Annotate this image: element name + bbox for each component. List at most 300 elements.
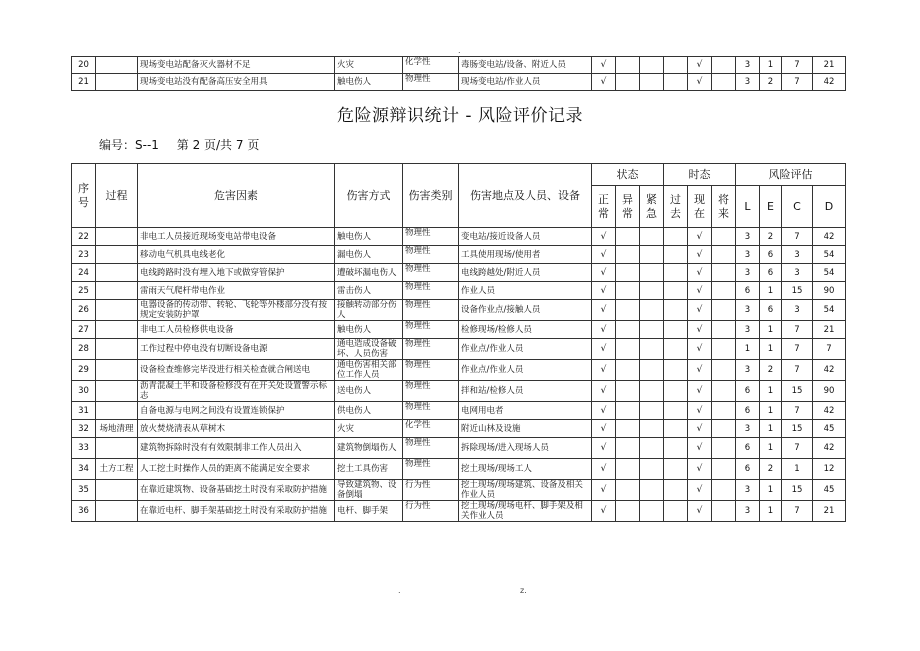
cell-risk-c: 7 xyxy=(782,321,813,339)
cell-status-1 xyxy=(616,480,640,501)
cell-risk-e: 1 xyxy=(760,501,782,522)
cell-risk-l: 6 xyxy=(736,282,760,300)
header-risk: 风险评估 xyxy=(736,164,846,186)
cell-risk-d: 42 xyxy=(813,438,846,459)
cell-location: 设备作业点/接触人员 xyxy=(459,300,592,321)
cell-location: 附近山林及设施 xyxy=(459,420,592,438)
cell-status-1 xyxy=(616,402,640,420)
cell-process xyxy=(96,402,138,420)
table-row xyxy=(72,402,846,420)
cell-status-0: √ xyxy=(592,228,616,246)
table-row xyxy=(72,300,846,321)
cell-tense-2 xyxy=(712,246,736,264)
cell-risk-d: 54 xyxy=(813,264,846,282)
continued-table xyxy=(71,56,846,91)
cell-tense-1: √ xyxy=(688,74,712,91)
cell-location: 拆除现场/进入现场人员 xyxy=(459,438,592,459)
cell-mode: 送电伤人 xyxy=(335,381,403,402)
cell-risk-d: 45 xyxy=(813,420,846,438)
cell-risk-l: 3 xyxy=(736,480,760,501)
cell-risk-c: 3 xyxy=(782,264,813,282)
cell-seq: 28 xyxy=(72,339,96,360)
cell-status-2 xyxy=(640,339,664,360)
cell-tense-0 xyxy=(664,459,688,480)
cell-status-1 xyxy=(616,438,640,459)
cell-risk-e: 2 xyxy=(760,459,782,480)
cell-risk-d: 7 xyxy=(813,339,846,360)
cell-location: 电线跨越处/附近人员 xyxy=(459,264,592,282)
cell-tense-0 xyxy=(664,339,688,360)
cell-category: 物理性 xyxy=(403,402,459,420)
cell-risk-e: 1 xyxy=(760,282,782,300)
cell-risk-l: 6 xyxy=(736,381,760,402)
header-tense-past: 过去 xyxy=(664,186,688,228)
cell-risk-l: 6 xyxy=(736,402,760,420)
cell-status-1 xyxy=(616,57,640,74)
cell-risk-d: 42 xyxy=(813,402,846,420)
cell-hazard: 电线跨路时没有埋入地下或做穿管保护 xyxy=(138,264,335,282)
cell-risk-l: 3 xyxy=(736,360,760,381)
cell-mode: 漏电伤人 xyxy=(335,246,403,264)
header-category: 伤害类别 xyxy=(403,164,459,228)
cell-process xyxy=(96,360,138,381)
cell-status-0: √ xyxy=(592,420,616,438)
cell-tense-2 xyxy=(712,339,736,360)
cell-hazard: 电器设备的传动带、转轮、飞轮等外楼部分没有按规定安装防护罩 xyxy=(138,300,335,321)
cell-risk-e: 1 xyxy=(760,438,782,459)
cell-tense-1: √ xyxy=(688,501,712,522)
cell-status-2 xyxy=(640,321,664,339)
cell-process xyxy=(96,501,138,522)
cell-risk-e: 1 xyxy=(760,480,782,501)
cell-category: 物理性 xyxy=(403,282,459,300)
cell-status-0: √ xyxy=(592,282,616,300)
cell-process xyxy=(96,321,138,339)
table-row xyxy=(72,438,846,459)
cell-category: 物理性 xyxy=(403,381,459,402)
cell-process: 场地清理 xyxy=(96,420,138,438)
cell-risk-e: 1 xyxy=(760,402,782,420)
cell-seq: 30 xyxy=(72,381,96,402)
table-row xyxy=(72,282,846,300)
cell-tense-1: √ xyxy=(688,321,712,339)
cell-process xyxy=(96,438,138,459)
cell-status-1 xyxy=(616,74,640,91)
cell-tense-1: √ xyxy=(688,381,712,402)
cell-status-1 xyxy=(616,264,640,282)
cell-mode: 电杆、脚手架 xyxy=(335,501,403,522)
cell-status-2 xyxy=(640,420,664,438)
cell-status-2 xyxy=(640,402,664,420)
cell-status-0: √ xyxy=(592,438,616,459)
cell-risk-c: 7 xyxy=(782,402,813,420)
cell-tense-0 xyxy=(664,57,688,74)
header-risk-c: C xyxy=(782,186,813,228)
cell-process xyxy=(96,228,138,246)
cell-process xyxy=(96,381,138,402)
cell-tense-0 xyxy=(664,381,688,402)
header-mode: 伤害方式 xyxy=(335,164,403,228)
cell-seq: 24 xyxy=(72,264,96,282)
cell-location: 挖土现场/现场电杆、脚手架及相关作业人员 xyxy=(459,501,592,522)
cell-risk-e: 2 xyxy=(760,360,782,381)
cell-tense-1: √ xyxy=(688,402,712,420)
cell-tense-0 xyxy=(664,501,688,522)
cell-seq: 25 xyxy=(72,282,96,300)
cell-status-0: √ xyxy=(592,339,616,360)
table-row xyxy=(72,501,846,522)
cell-tense-2 xyxy=(712,300,736,321)
cell-risk-c: 15 xyxy=(782,420,813,438)
cell-tense-1: √ xyxy=(688,480,712,501)
cell-status-0: √ xyxy=(592,402,616,420)
cell-tense-2 xyxy=(712,501,736,522)
header-tense: 时态 xyxy=(664,164,736,186)
table-row xyxy=(72,459,846,480)
cell-tense-2 xyxy=(712,459,736,480)
cell-hazard: 放火焚烧清表从草树木 xyxy=(138,420,335,438)
cell-location: 作业人员 xyxy=(459,282,592,300)
cell-location: 检修现场/检修人员 xyxy=(459,321,592,339)
cell-seq: 21 xyxy=(72,74,96,91)
cell-risk-c: 7 xyxy=(782,228,813,246)
cell-risk-c: 3 xyxy=(782,300,813,321)
cell-status-2 xyxy=(640,360,664,381)
cell-risk-d: 90 xyxy=(813,381,846,402)
header-location: 伤害地点及人员、设备 xyxy=(459,164,592,228)
cell-risk-l: 3 xyxy=(736,57,760,74)
cell-status-2 xyxy=(640,57,664,74)
cell-hazard: 在靠近建筑物、设备基础挖土时没有采取防护措施 xyxy=(138,480,335,501)
cell-risk-d: 42 xyxy=(813,228,846,246)
cell-mode: 通电造成设备破坏、人员伤害 xyxy=(335,339,403,360)
cell-category: 行为性 xyxy=(403,480,459,501)
cell-process: 土方工程 xyxy=(96,459,138,480)
cell-status-2 xyxy=(640,501,664,522)
cell-risk-d: 42 xyxy=(813,74,846,91)
cell-tense-0 xyxy=(664,321,688,339)
cell-seq: 29 xyxy=(72,360,96,381)
cell-risk-l: 3 xyxy=(736,501,760,522)
cell-category: 化学性 xyxy=(403,57,459,74)
cell-process xyxy=(96,282,138,300)
cell-process xyxy=(96,57,138,74)
cell-tense-1: √ xyxy=(688,300,712,321)
cell-mode: 挖土工具伤害 xyxy=(335,459,403,480)
cell-hazard: 沥青混凝土半和设备检修没有在开关处设置警示标志 xyxy=(138,381,335,402)
table-row xyxy=(72,321,846,339)
cell-risk-e: 1 xyxy=(760,339,782,360)
page-mark-top: . xyxy=(458,46,461,55)
cell-mode: 接触转动部分伤人 xyxy=(335,300,403,321)
cell-risk-c: 7 xyxy=(782,74,813,91)
cell-risk-l: 3 xyxy=(736,246,760,264)
cell-status-1 xyxy=(616,246,640,264)
cell-status-1 xyxy=(616,501,640,522)
cell-tense-1: √ xyxy=(688,246,712,264)
cell-category: 物理性 xyxy=(403,339,459,360)
cell-status-0: √ xyxy=(592,264,616,282)
cell-tense-0 xyxy=(664,74,688,91)
cell-status-2 xyxy=(640,246,664,264)
cell-category: 行为性 xyxy=(403,501,459,522)
cell-tense-1: √ xyxy=(688,438,712,459)
cell-risk-l: 1 xyxy=(736,339,760,360)
cell-category: 物理性 xyxy=(403,438,459,459)
cell-category: 物理性 xyxy=(403,228,459,246)
cell-status-1 xyxy=(616,420,640,438)
cell-status-0: √ xyxy=(592,74,616,91)
header-process: 过程 xyxy=(96,164,138,228)
header-status-abnormal: 异常 xyxy=(616,186,640,228)
cell-status-2 xyxy=(640,438,664,459)
cell-seq: 27 xyxy=(72,321,96,339)
cell-risk-l: 3 xyxy=(736,420,760,438)
cell-risk-c: 15 xyxy=(782,480,813,501)
cell-risk-d: 42 xyxy=(813,360,846,381)
cell-mode: 雷击伤人 xyxy=(335,282,403,300)
cell-process xyxy=(96,74,138,91)
page-mark-bottom-left: . xyxy=(398,586,401,595)
header-status: 状态 xyxy=(592,164,664,186)
cell-tense-1: √ xyxy=(688,420,712,438)
cell-risk-c: 7 xyxy=(782,501,813,522)
cell-location: 毒肠变电站/设备、附近人员 xyxy=(459,57,592,74)
cell-tense-1: √ xyxy=(688,339,712,360)
cell-status-2 xyxy=(640,228,664,246)
cell-category: 物理性 xyxy=(403,459,459,480)
header-status-normal: 正常 xyxy=(592,186,616,228)
cell-risk-e: 1 xyxy=(760,57,782,74)
cell-category: 化学性 xyxy=(403,420,459,438)
cell-hazard: 设备检查维修完毕没进行相关检查就合闸送电 xyxy=(138,360,335,381)
cell-status-0: √ xyxy=(592,321,616,339)
cell-risk-l: 3 xyxy=(736,300,760,321)
cell-tense-1: √ xyxy=(688,282,712,300)
cell-tense-2 xyxy=(712,282,736,300)
cell-status-1 xyxy=(616,360,640,381)
header-risk-d: D xyxy=(813,186,846,228)
table-row xyxy=(72,381,846,402)
cell-hazard: 建筑物拆除时没有有效限制非工作人员出入 xyxy=(138,438,335,459)
cell-risk-c: 7 xyxy=(782,57,813,74)
table-row xyxy=(72,246,846,264)
cell-category: 物理性 xyxy=(403,264,459,282)
cell-location: 作业点/作业人员 xyxy=(459,360,592,381)
cell-mode: 导致建筑物、设备倒塌 xyxy=(335,480,403,501)
cell-risk-e: 6 xyxy=(760,264,782,282)
cell-status-1 xyxy=(616,459,640,480)
cell-tense-0 xyxy=(664,360,688,381)
cell-process xyxy=(96,264,138,282)
cell-status-1 xyxy=(616,282,640,300)
table-row xyxy=(72,264,846,282)
cell-status-0: √ xyxy=(592,480,616,501)
cell-risk-c: 15 xyxy=(782,282,813,300)
cell-location: 现场变电站/作业人员 xyxy=(459,74,592,91)
page-info: 第 2 页/共 7 页 xyxy=(176,138,260,152)
header-tense-future: 将来 xyxy=(712,186,736,228)
table-row xyxy=(72,339,846,360)
cell-tense-2 xyxy=(712,264,736,282)
cell-tense-0 xyxy=(664,228,688,246)
cell-risk-d: 45 xyxy=(813,480,846,501)
cell-status-0: √ xyxy=(592,360,616,381)
cell-risk-l: 6 xyxy=(736,438,760,459)
cell-tense-2 xyxy=(712,438,736,459)
header-hazard: 危害因素 xyxy=(138,164,335,228)
cell-tense-0 xyxy=(664,480,688,501)
cell-category: 物理性 xyxy=(403,74,459,91)
cell-status-2 xyxy=(640,480,664,501)
header-seq: 序号 xyxy=(72,164,96,228)
cell-status-1 xyxy=(616,339,640,360)
cell-hazard: 非电工人员接近现场变电站带电设备 xyxy=(138,228,335,246)
cell-location: 电网用电者 xyxy=(459,402,592,420)
cell-location: 挖土现场/现场建筑、设备及相关作业人员 xyxy=(459,480,592,501)
cell-risk-e: 1 xyxy=(760,321,782,339)
cell-risk-d: 21 xyxy=(813,321,846,339)
cell-mode: 火灾 xyxy=(335,420,403,438)
cell-tense-2 xyxy=(712,402,736,420)
cell-hazard: 非电工人员检修供电设备 xyxy=(138,321,335,339)
cell-risk-l: 3 xyxy=(736,228,760,246)
cell-status-2 xyxy=(640,282,664,300)
cell-hazard: 在靠近电杆、脚手架基础挖土时没有采取防护措施 xyxy=(138,501,335,522)
cell-hazard: 现场变电站配备灭火器材不足 xyxy=(138,57,335,74)
table-row xyxy=(72,420,846,438)
cell-seq: 34 xyxy=(72,459,96,480)
cell-risk-e: 6 xyxy=(760,246,782,264)
cell-risk-c: 7 xyxy=(782,360,813,381)
cell-tense-2 xyxy=(712,321,736,339)
cell-tense-0 xyxy=(664,264,688,282)
cell-tense-2 xyxy=(712,74,736,91)
cell-tense-0 xyxy=(664,282,688,300)
table-row xyxy=(72,74,846,91)
cell-tense-1: √ xyxy=(688,228,712,246)
cell-tense-2 xyxy=(712,480,736,501)
cell-tense-0 xyxy=(664,402,688,420)
cell-risk-l: 3 xyxy=(736,264,760,282)
table-row xyxy=(72,480,846,501)
cell-process xyxy=(96,480,138,501)
cell-location: 拌和站/检修人员 xyxy=(459,381,592,402)
cell-tense-1: √ xyxy=(688,264,712,282)
cell-seq: 23 xyxy=(72,246,96,264)
cell-risk-e: 6 xyxy=(760,300,782,321)
cell-risk-d: 90 xyxy=(813,282,846,300)
cell-process xyxy=(96,246,138,264)
header-status-emergency: 紧急 xyxy=(640,186,664,228)
cell-seq: 36 xyxy=(72,501,96,522)
cell-mode: 供电伤人 xyxy=(335,402,403,420)
cell-tense-1: √ xyxy=(688,57,712,74)
header-risk-l: L xyxy=(736,186,760,228)
cell-category: 物理性 xyxy=(403,321,459,339)
cell-tense-1: √ xyxy=(688,360,712,381)
cell-tense-2 xyxy=(712,57,736,74)
cell-mode: 触电伤人 xyxy=(335,74,403,91)
cell-tense-0 xyxy=(664,438,688,459)
cell-status-0: √ xyxy=(592,501,616,522)
cell-tense-2 xyxy=(712,381,736,402)
cell-status-1 xyxy=(616,300,640,321)
cell-risk-d: 54 xyxy=(813,246,846,264)
cell-risk-e: 2 xyxy=(760,74,782,91)
cell-risk-d: 12 xyxy=(813,459,846,480)
cell-risk-e: 1 xyxy=(760,420,782,438)
cell-risk-c: 7 xyxy=(782,339,813,360)
cell-category: 物理性 xyxy=(403,246,459,264)
cell-category: 物理性 xyxy=(403,360,459,381)
cell-location: 变电站/接近设备人员 xyxy=(459,228,592,246)
page-title: 危险源辩识统计 - 风险评价记录 xyxy=(337,106,583,126)
cell-status-0: √ xyxy=(592,381,616,402)
cell-risk-d: 21 xyxy=(813,501,846,522)
cell-hazard: 雷雨天气爬杆带电作业 xyxy=(138,282,335,300)
cell-risk-c: 15 xyxy=(782,381,813,402)
cell-tense-2 xyxy=(712,360,736,381)
doc-meta xyxy=(99,136,273,153)
cell-tense-0 xyxy=(664,420,688,438)
cell-hazard: 自备电源与电网之间没有设置连锁保护 xyxy=(138,402,335,420)
cell-status-1 xyxy=(616,228,640,246)
cell-status-1 xyxy=(616,381,640,402)
cell-risk-l: 3 xyxy=(736,321,760,339)
cell-hazard: 工作过程中停电没有切断设备电源 xyxy=(138,339,335,360)
cell-seq: 26 xyxy=(72,300,96,321)
cell-risk-c: 1 xyxy=(782,459,813,480)
table-row xyxy=(72,228,846,246)
cell-hazard: 人工挖土时操作人员的距离不能满足安全要求 xyxy=(138,459,335,480)
cell-status-2 xyxy=(640,300,664,321)
cell-status-0: √ xyxy=(592,57,616,74)
page-mark-bottom-right: z. xyxy=(520,586,527,595)
cell-risk-e: 1 xyxy=(760,381,782,402)
cell-status-2 xyxy=(640,74,664,91)
cell-mode: 通电伤害相关部位工作人员 xyxy=(335,360,403,381)
cell-seq: 35 xyxy=(72,480,96,501)
cell-mode: 建筑物倒塌伤人 xyxy=(335,438,403,459)
cell-status-0: √ xyxy=(592,246,616,264)
cell-risk-d: 21 xyxy=(813,57,846,74)
cell-category: 物理性 xyxy=(403,300,459,321)
cell-status-2 xyxy=(640,381,664,402)
cell-risk-l: 3 xyxy=(736,74,760,91)
cell-location: 作业点/作业人员 xyxy=(459,339,592,360)
cell-tense-2 xyxy=(712,228,736,246)
cell-seq: 31 xyxy=(72,402,96,420)
cell-mode: 触电伤人 xyxy=(335,228,403,246)
cell-risk-e: 2 xyxy=(760,228,782,246)
cell-status-0: √ xyxy=(592,459,616,480)
table-row xyxy=(72,360,846,381)
cell-mode: 火灾 xyxy=(335,57,403,74)
cell-process xyxy=(96,339,138,360)
cell-seq: 33 xyxy=(72,438,96,459)
cell-risk-d: 54 xyxy=(813,300,846,321)
cell-mode: 遭破坏漏电伤人 xyxy=(335,264,403,282)
cell-risk-l: 6 xyxy=(736,459,760,480)
cell-risk-c: 7 xyxy=(782,438,813,459)
cell-status-2 xyxy=(640,264,664,282)
header-tense-present: 现在 xyxy=(688,186,712,228)
cell-mode: 触电伤人 xyxy=(335,321,403,339)
cell-seq: 32 xyxy=(72,420,96,438)
cell-location: 挖土现场/现场工人 xyxy=(459,459,592,480)
cell-risk-c: 3 xyxy=(782,246,813,264)
